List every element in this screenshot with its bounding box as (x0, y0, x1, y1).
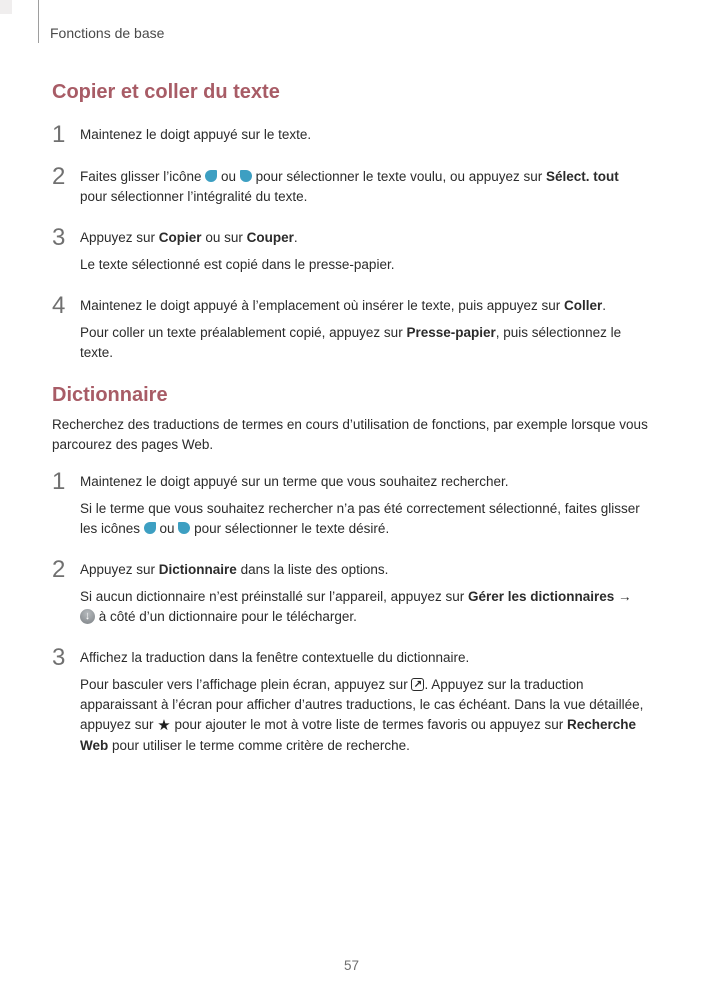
text-run: Recherchez des traductions de termes en cours d’utilisation de fonctions, par exemple lorsque vous parcourez des pages Web. (52, 417, 648, 452)
bold-term: Coller (564, 298, 603, 313)
paragraph (80, 499, 648, 539)
paragraph (80, 675, 648, 756)
step (52, 292, 648, 363)
section-1 (52, 80, 648, 363)
section-intro (52, 415, 648, 455)
text-run: Maintenez le doigt appuyé sur un terme que vous souhaitez rechercher. (80, 474, 509, 489)
text-run: . Appuyez sur la traduction apparaissant à l’écran pour afficher d’autres traductions, le cas échéant. Dans la vue détaillée, appuyez sur (80, 677, 644, 732)
step-number: 2 (52, 163, 66, 190)
text-run: , puis sélectionnez le texte. (80, 325, 622, 360)
text-run: ou (155, 521, 179, 536)
text-run: pour sélectionner le texte voulu, ou appuyez sur (251, 169, 547, 184)
step (52, 644, 648, 756)
step-text (80, 295, 648, 363)
page-number: 57 (343, 958, 360, 973)
paragraph (80, 560, 648, 580)
section-2 (52, 383, 648, 756)
bold-term: Couper (246, 230, 294, 245)
bold-term: Sélect. tout (546, 169, 619, 184)
bold-term: Dictionnaire (158, 562, 237, 577)
paragraph (80, 587, 648, 627)
text-run: Maintenez le doigt appuyé sur le texte. (80, 127, 312, 142)
paragraph (80, 167, 648, 207)
paragraph (80, 648, 648, 668)
bold-term: Gérer les dictionnaires (467, 589, 615, 604)
step-text (80, 166, 648, 207)
header-rule (38, 0, 39, 43)
text-run: Faites glisser l’icône (80, 169, 206, 184)
content (52, 80, 648, 776)
bold-term: Presse-papier (406, 325, 496, 340)
text-run: à côté d’un dictionnaire pour le télécharger. (95, 609, 357, 624)
paragraph (80, 472, 648, 492)
step-number: 2 (52, 556, 66, 583)
step-text (80, 647, 648, 756)
step-number: 3 (52, 644, 66, 671)
text-run: → (614, 589, 632, 604)
step (52, 556, 648, 627)
text-run: dans la liste des options. (236, 562, 389, 577)
step-list (52, 468, 648, 756)
step-list (52, 121, 648, 363)
text-run: pour utiliser le terme comme critère de recherche. (108, 738, 410, 753)
paragraph (80, 296, 648, 316)
text-run: Affichez la traduction dans la fenêtre contextuelle du dictionnaire. (80, 650, 470, 665)
selection-handle-left-icon (205, 170, 217, 182)
paragraph (52, 415, 648, 455)
paragraph (80, 255, 648, 275)
scan-artifact (0, 0, 12, 14)
section-title: Copier et coller du texte (52, 81, 280, 103)
selection-handle-left-icon (144, 522, 156, 534)
bold-term: Copier (158, 230, 202, 245)
paragraph (80, 228, 648, 248)
step (52, 121, 648, 148)
step-number: 4 (52, 292, 66, 319)
text-run: pour sélectionner le texte désiré. (190, 521, 390, 536)
breadcrumb: Fonctions de base (50, 25, 165, 41)
text-run: Si aucun dictionnaire n’est préinstallé sur l’appareil, appuyez sur (80, 589, 468, 604)
paragraph (80, 125, 648, 145)
step-text (80, 471, 648, 539)
text-run: pour sélectionner l’intégralité du texte. (80, 189, 308, 204)
section-title: Dictionnaire (52, 384, 168, 406)
text-run: Maintenez le doigt appuyé à l’emplacement où insérer le texte, puis appuyez sur (80, 298, 565, 313)
selection-handle-right-icon (240, 170, 252, 182)
text-run: Le texte sélectionné est copié dans le presse-papier. (80, 257, 395, 272)
step-text (80, 559, 648, 627)
step (52, 468, 648, 539)
text-run: Pour basculer vers l’affichage plein écran, appuyez sur (80, 677, 412, 692)
download-icon (80, 609, 95, 624)
step-number: 3 (52, 224, 66, 251)
text-run: ou (217, 169, 240, 184)
bold-term: Recherche Web (80, 717, 636, 753)
step (52, 224, 648, 275)
expand-icon (411, 678, 424, 691)
paragraph (80, 323, 648, 363)
step (52, 163, 648, 207)
favorite-star-icon (157, 716, 170, 736)
step-number: 1 (52, 121, 66, 148)
step-text (80, 227, 648, 275)
selection-handle-right-icon (178, 522, 190, 534)
step-text (80, 124, 648, 146)
text-run: ou sur (201, 230, 247, 245)
text-run: Appuyez sur (80, 562, 159, 577)
text-run: Appuyez sur (80, 230, 159, 245)
text-run: . (293, 230, 298, 245)
step-number: 1 (52, 468, 66, 495)
text-run: Pour coller un texte préalablement copié, appuyez sur (80, 325, 407, 340)
text-run: pour ajouter le mot à votre liste de termes favoris ou appuyez sur (170, 717, 567, 732)
text-run: . (602, 298, 607, 313)
text-run: Si le terme que vous souhaitez rechercher n’a pas été correctement sélectionné, faites glisser les icônes (80, 501, 640, 536)
